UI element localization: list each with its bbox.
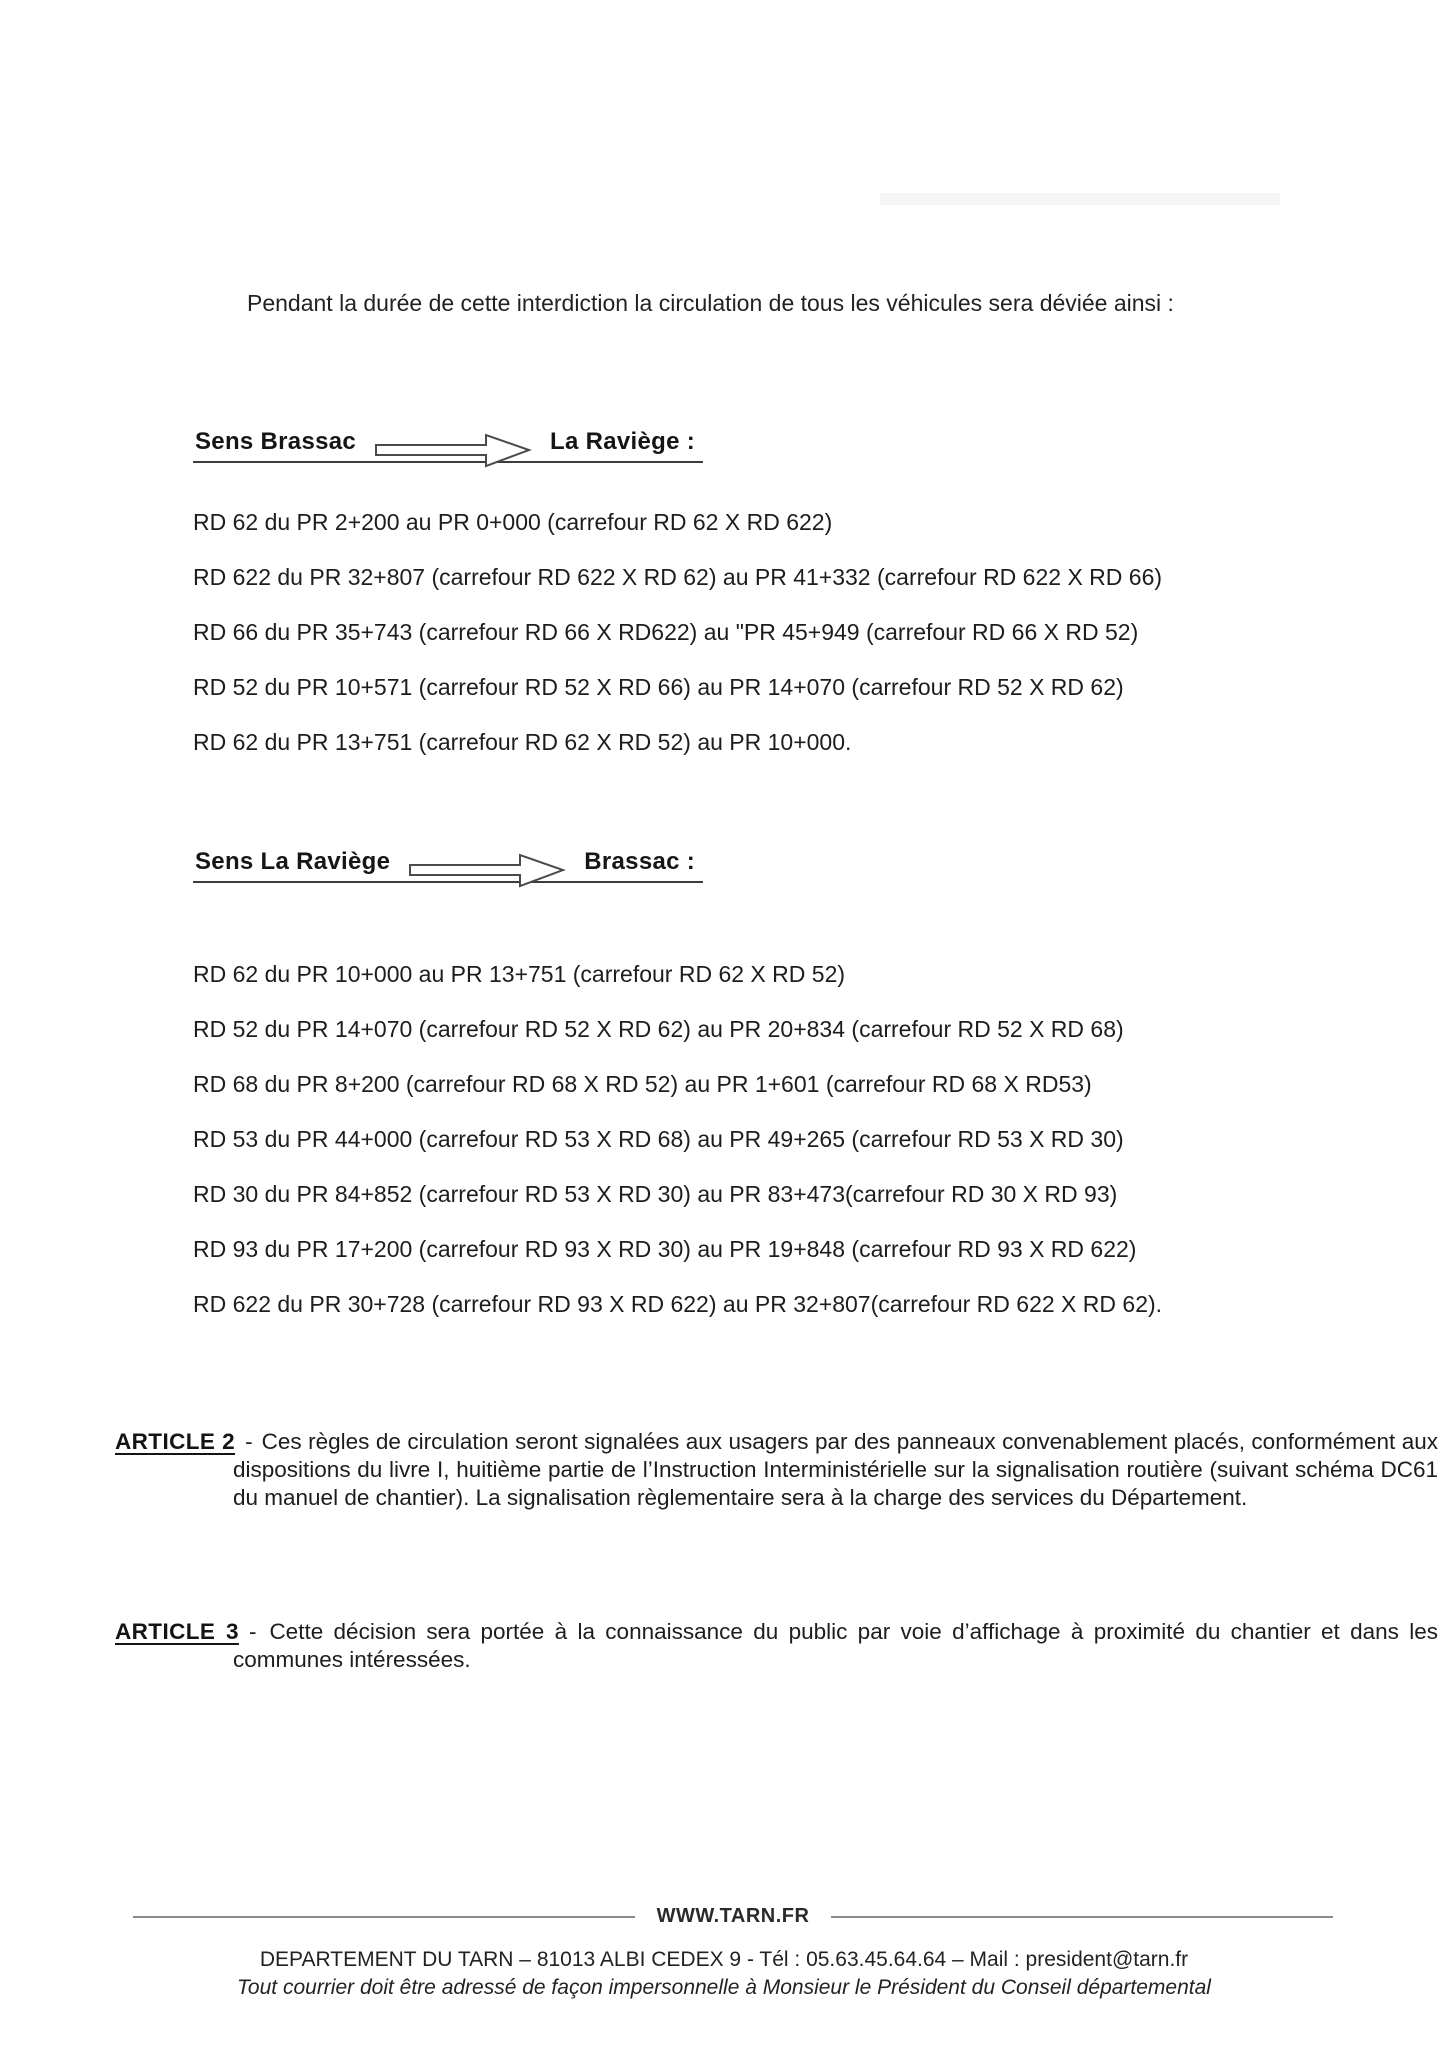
footer-site-row	[133, 1905, 1333, 1928]
route-line: RD 622 du PR 30+728 (carrefour RD 93 X RD 622) au PR 32+807(carrefour RD 622 X RD 62).	[193, 1291, 1163, 1317]
article-2-label: ARTICLE 2	[115, 1429, 236, 1454]
section-1-heading	[193, 420, 703, 463]
route-line: RD 68 du PR 8+200 (carrefour RD 68 X RD 52) au PR 1+601 (carrefour RD 68 X RD53)	[193, 1071, 1092, 1097]
footer-notice-line: Tout courrier doit être adressé de façon impersonnelle à Monsieur le Président du Conseil départemental	[237, 1976, 1211, 1999]
intro-paragraph: Pendant la durée de cette interdiction la circulation de tous les véhicules sera déviée ainsi :	[247, 290, 1174, 316]
route-list-1	[193, 508, 1162, 783]
article-dash: -	[245, 1429, 253, 1454]
right-rule	[831, 1916, 1333, 1918]
direction-from-label: Sens La Raviège	[195, 848, 391, 875]
route-line: RD 52 du PR 14+070 (carrefour RD 52 X RD 62) au PR 20+834 (carrefour RD 52 X RD 68)	[193, 1016, 1124, 1042]
website-label: WWW.TARN.FR	[656, 1905, 810, 1927]
footer-address-line: DEPARTEMENT DU TARN – 81013 ALBI CEDEX 9 - Tél : 05.63.45.64.64 – Mail : president@tarn.fr	[259, 1948, 1189, 1971]
article-2-body: Ces règles de circulation seront signalées aux usagers par des panneaux convenablement placés, conformément aux dispositions du livre I, huitième partie de l’Instruction Interministérielle sur la signalisation routière (suivant schéma DC61 du manuel de chantier). La signalisation règlementaire sera à la charge des services du Département.	[233, 1429, 1439, 1510]
route-line: RD 53 du PR 44+000 (carrefour RD 53 X RD 68) au PR 49+265 (carrefour RD 53 X RD 30)	[193, 1126, 1124, 1152]
direction-to-label: Brassac :	[584, 848, 696, 875]
right-arrow-icon	[374, 433, 534, 469]
article-3-label: ARTICLE 3	[115, 1619, 239, 1644]
route-list-2	[193, 960, 1162, 1345]
left-rule	[133, 1916, 635, 1918]
section-2-heading	[193, 840, 703, 883]
article-3	[115, 1618, 1438, 1674]
route-line: RD 62 du PR 13+751 (carrefour RD 62 X RD 52) au PR 10+000.	[193, 729, 852, 755]
right-arrow-icon	[408, 853, 568, 889]
route-line: RD 30 du PR 84+852 (carrefour RD 53 X RD 30) au PR 83+473(carrefour RD 30 X RD 93)	[193, 1181, 1118, 1207]
route-line: RD 622 du PR 32+807 (carrefour RD 622 X RD 62) au PR 41+332 (carrefour RD 622 X RD 66)	[193, 564, 1163, 590]
route-line: RD 62 du PR 10+000 au PR 13+751 (carrefour RD 62 X RD 52)	[193, 961, 846, 987]
direction-to-label: La Raviège :	[550, 428, 696, 455]
article-2	[115, 1428, 1438, 1512]
route-line: RD 62 du PR 2+200 au PR 0+000 (carrefour RD 62 X RD 622)	[193, 509, 833, 535]
scan-artifact	[880, 193, 1280, 205]
route-line: RD 66 du PR 35+743 (carrefour RD 66 X RD622) au "PR 45+949 (carrefour RD 66 X RD 52)	[193, 619, 1139, 645]
route-line: RD 93 du PR 17+200 (carrefour RD 93 X RD 30) au PR 19+848 (carrefour RD 93 X RD 622)	[193, 1236, 1137, 1262]
article-3-body: Cette décision sera portée à la connaissance du public par voie d’affichage à proximité du chantier et dans les communes intéressées.	[233, 1619, 1439, 1672]
direction-from-label: Sens Brassac	[195, 428, 357, 455]
route-line: RD 52 du PR 10+571 (carrefour RD 52 X RD 66) au PR 14+070 (carrefour RD 52 X RD 62)	[193, 674, 1124, 700]
article-dash: -	[248, 1619, 257, 1644]
